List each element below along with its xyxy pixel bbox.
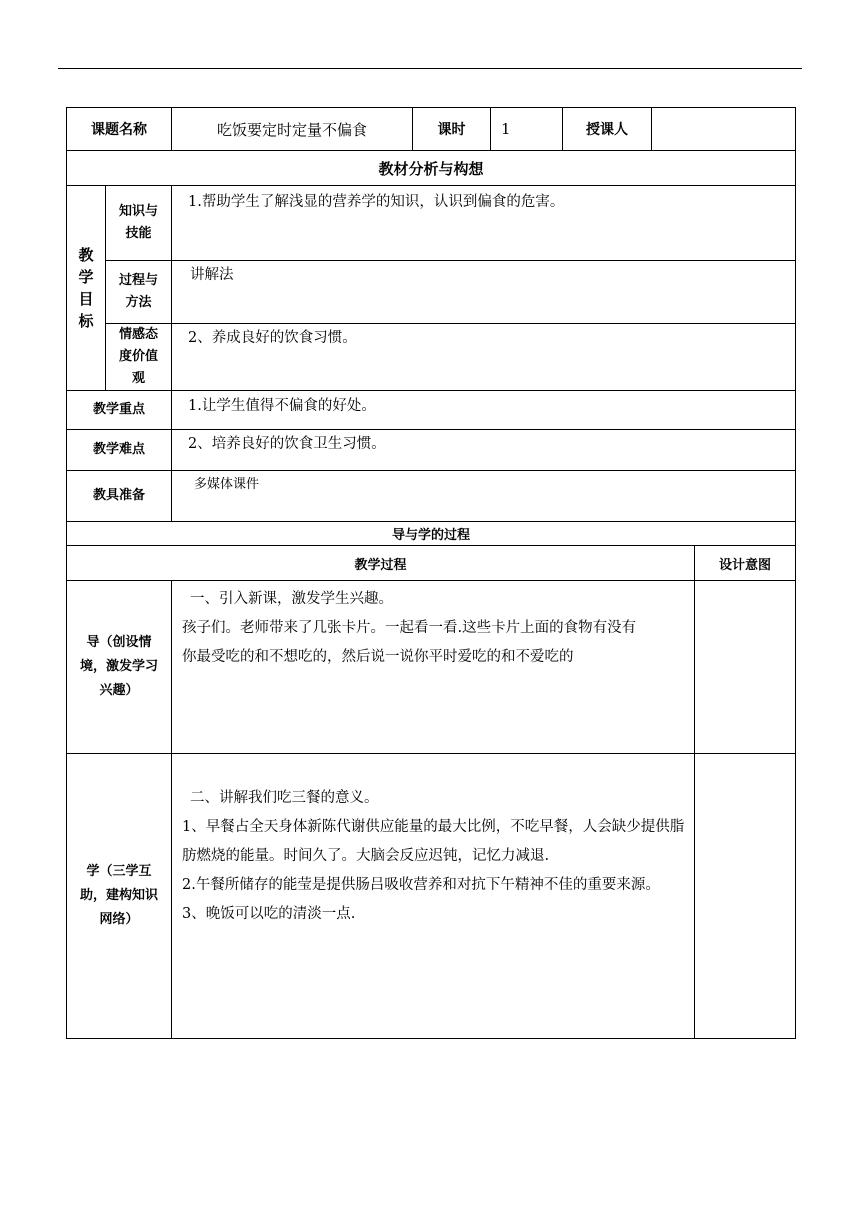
stage1-line: 一、引入新课，激发学生兴趣。 [190,591,393,607]
period-label: 课时 [413,108,491,151]
knowledge-label: 知识与技能 [106,186,172,261]
tools-label: 教具准备 [67,471,172,522]
stage2-line: 2.午餐所储存的能莹是提供肠吕吸收营养和对抗下午精神不佳的重要来源。 [182,877,660,893]
tools-text: 多媒体课件 [172,471,796,522]
stage2-line: 1、早餐占全天身体新陈代谢供应能量的最大比例，不吃早餐，人会缺少提供脂肪燃烧的能量。时间久了。大脑会反应迟钝，记忆力减退. [182,819,685,864]
key-text: 1.让学生值得不偏食的好处。 [172,391,796,430]
stage2-intent [695,754,796,1039]
stage2-content [172,754,695,1039]
stage1-content [172,581,695,754]
stage2-line: 二、讲解我们吃三餐的意义。 [190,790,379,806]
topic-label: 课题名称 [67,108,172,151]
topic-value: 吃饭要定时定量不偏食 [172,108,413,151]
guide-section-title: 导与学的过程 [67,522,796,546]
process-header: 教学过程 [67,546,695,581]
period-value: 1 [491,108,563,151]
stage1-line: 你最受吃的和不想吃的，然后说一说你平时爱吃的和不爱吃的 [182,649,574,665]
knowledge-text: 1.帮助学生了解浅显的营养学的知识，认识到偏食的危害。 [172,186,796,261]
process-text: 讲解法 [172,261,796,324]
teacher-value [652,108,796,151]
lesson-plan-table [66,107,796,1039]
header-rule [58,68,802,69]
teacher-label: 授课人 [563,108,652,151]
stage1-intent [695,581,796,754]
stage1-line: 孩子们。老师带来了几张卡片。一起看一看.这些卡片上面的食物有没有 [182,620,637,636]
intent-header: 设计意图 [695,546,796,581]
emotion-label: 情感态度价值观 [106,324,172,391]
difficulty-text: 2、培养良好的饮食卫生习惯。 [172,430,796,471]
analysis-section-title: 教材分析与构想 [67,151,796,186]
key-label: 教学重点 [67,391,172,430]
stage2-line: 3、晚饭可以吃的清淡一点. [182,906,356,922]
process-label: 过程与方法 [106,261,172,324]
goals-label: 教学目标 [67,186,106,391]
stage2-label: 学（三学互助，建构知识网络） [67,754,172,1039]
stage1-label: 导（创设情境，激发学习兴趣） [67,581,172,754]
difficulty-label: 教学难点 [67,430,172,471]
emotion-text: 2、养成良好的饮食习惯。 [172,324,796,391]
